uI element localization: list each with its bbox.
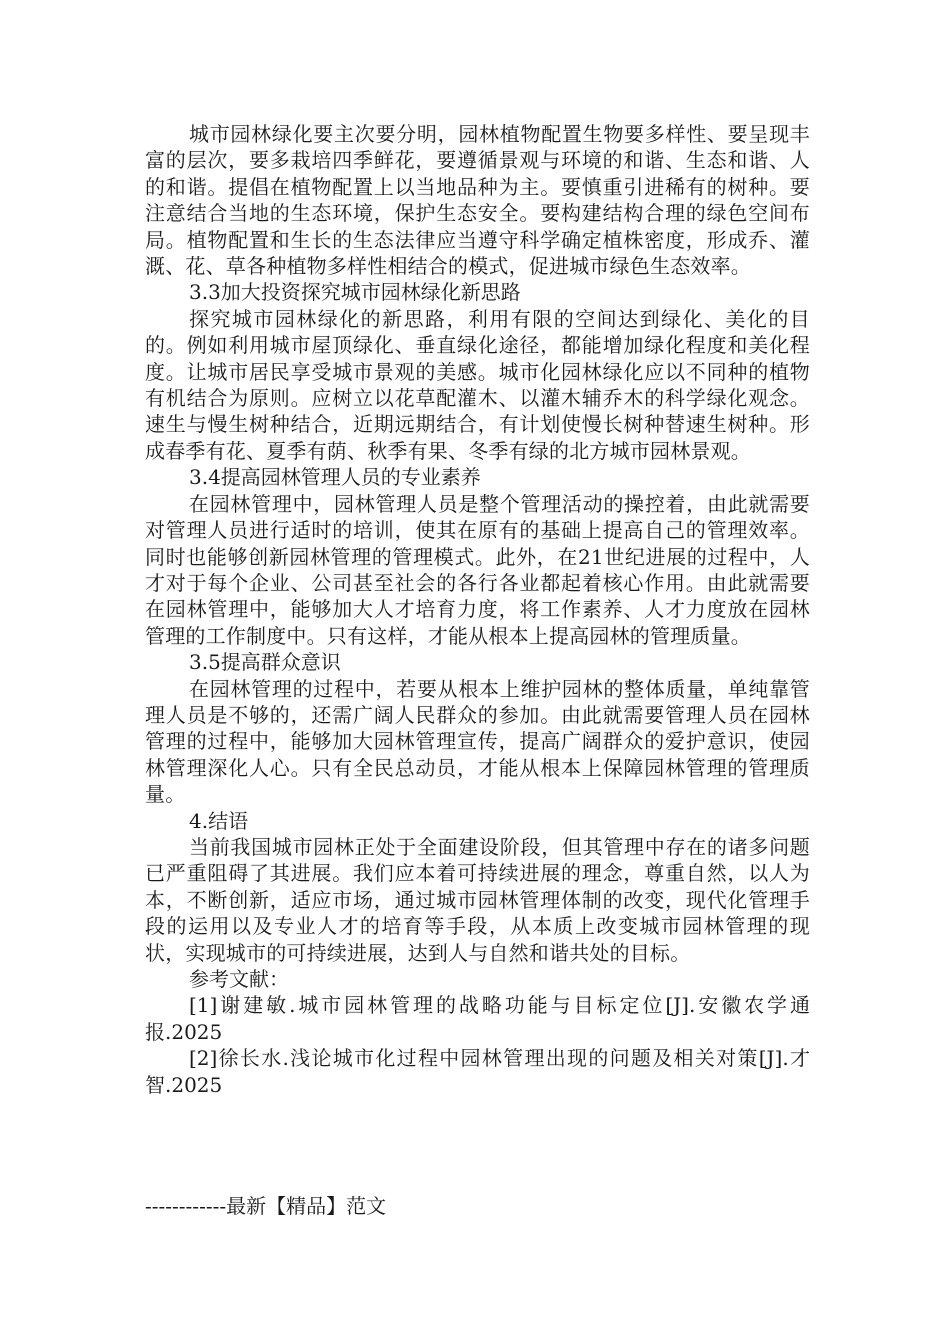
reference-item-2: [2]徐长水.浅论城市化过程中园林管理出现的问题及相关对策[J].才智.2025 — [145, 1046, 810, 1097]
paragraph-greening-principles: 城市园林绿化要主次要分明，园林植物配置生物要多样性、要呈现丰富的层次，要多栽培四季鲜花，要遵循景观与环境的和谐、生态和谐、人的和谐。提倡在植物配置上以当地品种为主。要慎重引进稀有的树种。要注意结合当地的生态环境，保护生态安全。要构建结构合理的绿色空间布局。植物配置和生长的生态法律应当遵守科学确定植株密度，形成乔、灌溉、花、草各种植物多样性相结合的模式，促进城市绿色生态效率。 — [145, 122, 810, 279]
section-heading-3-3: 3.3加大投资探究城市园林绿化新思路 — [189, 280, 521, 305]
reference-item-1: [1]谢建敏.城市园林管理的战略功能与目标定位[J].安徽农学通报.2025 — [145, 993, 810, 1044]
document-body — [145, 121, 810, 1098]
section-heading-4: 4.结语 — [189, 808, 249, 833]
footer-label: ------------最新【精品】范文 — [145, 1194, 387, 1218]
paragraph-conclusion: 当前我国城市园林正处于全面建设阶段，但其管理中存在的诸多问题已严重阻碍了其进展。我们应本着可持续进展的理念，尊重自然，以人为本，不断创新，适应市场，通过城市园林管理体制的改变，现代化管理手段的运用以及专业人才的培育等手段，从本质上改变城市园林管理的现状，实现城市的可持续进展，达到人与自然和谐共处的目标。 — [145, 834, 810, 965]
section-heading-3-4: 3.4提高园林管理人员的专业素养 — [189, 465, 481, 490]
paragraph-public-awareness: 在园林管理的过程中，若要从根本上维护园林的整体质量，单纯靠管理人员是不够的，还需广阔人民群众的参加。由此就需要管理人员在园林管理的过程中，能够加大园林管理宣传，提高广阔群众的爱护意识，使园林管理深化人心。只有全民总动员，才能从根本上保障园林管理的管理质量。 — [145, 676, 810, 807]
section-heading-3-5: 3.5提高群众意识 — [189, 650, 341, 675]
paragraph-new-ideas: 探究城市园林绿化的新思路，利用有限的空间达到绿化、美化的目的。例如利用城市屋顶绿化、垂直绿化途径，都能增加绿化程度和美化程度。让城市居民享受城市景观的美感。城市化园林绿化应以不同种的植物有机结合为原则。应树立以花草配灌木、以灌木辅乔木的科学绿化观念。速生与慢生树种结合，近期远期结合，有计划使慢长树种替速生树种。形成春季有花、夏季有荫、秋季有果、冬季有绿的北方城市园林景观。 — [145, 306, 810, 463]
paragraph-staff-training: 在园林管理中，园林管理人员是整个管理活动的操控着，由此就需要对管理人员进行适时的培训，使其在原有的基础上提高自己的管理效率。同时也能够创新园林管理的管理模式。此外，在21世纪进展的过程中，人才对于每个企业、公司甚至社会的各行各业都起着核心作用。由此就需要在园林管理中，能够加大人才培育力度，将工作素养、人才力度放在园林管理的工作制度中。只有这样，才能从根本上提高园林的管理质量。 — [145, 491, 810, 648]
references-title: 参考文献： — [189, 967, 289, 991]
